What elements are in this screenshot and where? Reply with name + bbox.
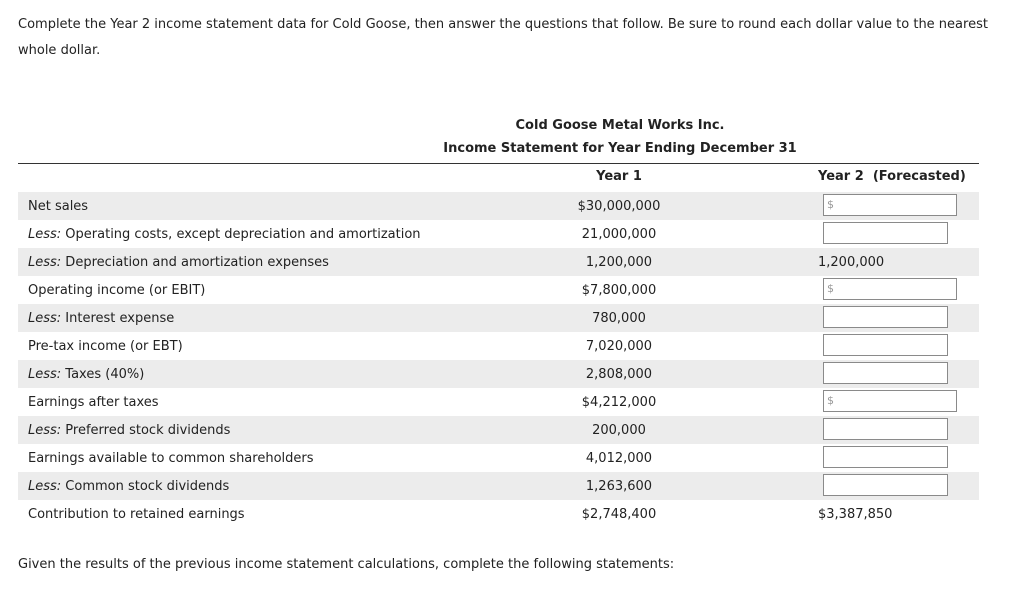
company-name: Cold Goose Metal Works Inc. — [515, 118, 725, 133]
row-label-text: Operating costs, except depreciation and amortization — [61, 227, 421, 242]
followup-text: Given the results of the previous income statement calculations, complete the following statements: — [18, 557, 675, 572]
year2-input[interactable] — [823, 418, 948, 440]
row-label-prefix: Less: — [28, 227, 62, 242]
row-label-text: Earnings available to common shareholders — [28, 451, 314, 466]
instructions: Complete the Year 2 income statement data for Cold Goose, then answer the questions that follow. Be sure to round each dollar value to the nearest whole dollar. — [18, 17, 988, 58]
year1-value: 1,200,000 — [585, 255, 653, 270]
year2-input[interactable] — [823, 362, 948, 384]
row-label-text: Contribution to retained earnings — [28, 507, 245, 522]
row-label-text: Earnings after taxes — [28, 395, 159, 410]
row-label-text: Depreciation and amortization expenses — [61, 255, 329, 270]
year2-input[interactable] — [823, 334, 948, 356]
year2-input[interactable] — [823, 474, 948, 496]
row-label — [28, 395, 159, 410]
row-label-text: Common stock dividends — [61, 479, 230, 494]
year2-input[interactable] — [823, 194, 957, 216]
row-label-text: Taxes (40%) — [61, 367, 145, 382]
row-label — [28, 479, 229, 494]
year1-value: $30,000,000 — [577, 199, 661, 214]
column-header-year1: Year 1 — [596, 169, 642, 184]
year1-value: 21,000,000 — [581, 227, 657, 242]
year2-input[interactable] — [823, 446, 948, 468]
row-label-text: Operating income (or EBIT) — [28, 283, 206, 298]
row-label-prefix: Less: — [28, 311, 62, 326]
year2-value: 1,200,000 — [818, 255, 885, 270]
table-row — [18, 276, 979, 304]
table-row — [18, 304, 979, 332]
year1-value: 1,263,600 — [585, 479, 653, 494]
year1-value: $7,800,000 — [581, 283, 657, 298]
year2-input[interactable] — [823, 390, 957, 412]
year1-value: 2,808,000 — [585, 367, 653, 382]
year1-value: 780,000 — [592, 311, 646, 326]
column-header-year2: Year 2 (Forecasted) — [818, 169, 966, 184]
row-label-prefix: Less: — [28, 479, 62, 494]
table-row — [18, 248, 979, 276]
year2-input[interactable] — [823, 278, 957, 300]
year2-input[interactable] — [823, 306, 948, 328]
dollar-sign-icon: $ — [827, 394, 834, 407]
table-row — [18, 472, 979, 500]
year1-value: 4,012,000 — [585, 451, 653, 466]
table-row — [18, 416, 979, 444]
row-label — [28, 507, 245, 522]
year1-value: 7,020,000 — [585, 339, 653, 354]
year1-value: $4,212,000 — [581, 395, 657, 410]
dollar-sign-icon: $ — [827, 282, 834, 295]
table-row — [18, 332, 979, 360]
row-label-prefix: Less: — [28, 255, 62, 270]
row-label — [28, 283, 205, 298]
row-label — [28, 227, 421, 242]
row-label — [28, 451, 314, 466]
table-row — [18, 388, 979, 416]
row-label — [28, 255, 329, 270]
statement-title: Income Statement for Year Ending December 31 — [443, 141, 797, 156]
row-label — [28, 199, 88, 214]
table-row — [18, 220, 979, 248]
table-row — [18, 444, 979, 472]
dollar-sign-icon: $ — [827, 198, 834, 211]
row-label — [28, 423, 230, 438]
table-row — [18, 192, 979, 220]
year2-input[interactable] — [823, 222, 948, 244]
row-label — [28, 339, 183, 354]
year1-value: 200,000 — [592, 423, 646, 438]
header-divider — [18, 163, 979, 164]
row-label-prefix: Less: — [28, 423, 62, 438]
row-label-text: Pre-tax income (or EBT) — [28, 339, 183, 354]
year2-value: $3,387,850 — [818, 507, 893, 522]
row-label-prefix: Less: — [28, 367, 62, 382]
row-label — [28, 311, 174, 326]
row-label-text: Preferred stock dividends — [61, 423, 231, 438]
row-label — [28, 367, 144, 382]
year1-value: $2,748,400 — [581, 507, 657, 522]
row-label-text: Interest expense — [61, 311, 175, 326]
table-row — [18, 500, 979, 528]
table-row — [18, 360, 979, 388]
row-label-text: Net sales — [28, 199, 89, 214]
